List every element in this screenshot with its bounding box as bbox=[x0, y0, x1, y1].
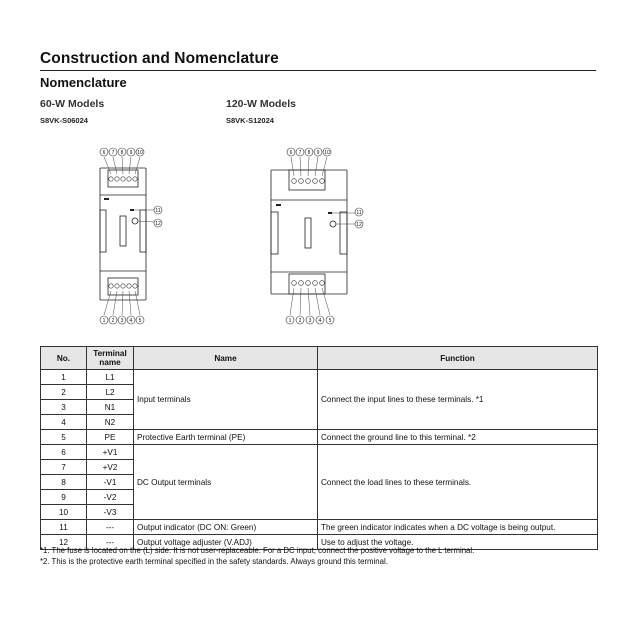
callout-12: 12 bbox=[356, 222, 362, 228]
footnote-1: *1. The fuse is located on the (L) side. It is not user-replaceable. For a DC input, connect the positive voltage to the L terminal. bbox=[40, 546, 475, 555]
row-terminal: -V2 bbox=[87, 490, 134, 505]
callout-10: 10 bbox=[324, 150, 330, 156]
section-title: Nomenclature bbox=[40, 75, 127, 90]
callout-4: 4 bbox=[129, 318, 133, 324]
callout-11: 11 bbox=[155, 208, 161, 214]
model-60w-part: S8VK-S06024 bbox=[40, 116, 88, 125]
row-terminal: +V2 bbox=[87, 460, 134, 475]
header-name: Name bbox=[134, 347, 318, 370]
callout-6: 6 bbox=[289, 150, 293, 156]
side-rail bbox=[340, 212, 347, 254]
model-120w-part: S8VK-S12024 bbox=[226, 116, 274, 125]
callout-10: 10 bbox=[137, 150, 143, 156]
callout-1: 1 bbox=[102, 318, 106, 324]
callout-3: 3 bbox=[308, 318, 312, 324]
table-row bbox=[41, 445, 598, 460]
row-no: 7 bbox=[41, 460, 87, 475]
row-terminal: +V1 bbox=[87, 445, 134, 460]
voltage-adjuster bbox=[132, 218, 138, 224]
row-no: 6 bbox=[41, 445, 87, 460]
front-window bbox=[120, 216, 126, 246]
voltage-adjuster bbox=[330, 221, 336, 227]
row-no: 9 bbox=[41, 490, 87, 505]
row-no: 4 bbox=[41, 415, 87, 430]
side-rail bbox=[271, 212, 278, 254]
group-name-indicator: Output indicator (DC ON: Green) bbox=[134, 520, 318, 535]
callout-7: 7 bbox=[298, 150, 302, 156]
row-terminal: -V1 bbox=[87, 475, 134, 490]
footnote-2: *2. This is the protective earth terminal specified in the safety standards. Always ground this terminal. bbox=[40, 557, 388, 566]
group-name-dc: DC Output terminals bbox=[134, 445, 318, 520]
callout-5: 5 bbox=[328, 318, 332, 324]
model-60w-label: 60-W Models bbox=[40, 98, 105, 110]
callout-2: 2 bbox=[298, 318, 302, 324]
unit-body bbox=[100, 168, 146, 300]
callout-3: 3 bbox=[120, 318, 124, 324]
page-title: Construction and Nomenclature bbox=[40, 50, 279, 67]
indicator-led bbox=[328, 212, 332, 214]
model-120w-label: 120-W Models bbox=[226, 98, 297, 110]
callout-2: 2 bbox=[111, 318, 115, 324]
header-no: No. bbox=[41, 347, 87, 370]
table-row bbox=[41, 430, 598, 445]
callout-1: 1 bbox=[288, 318, 292, 324]
front-window bbox=[305, 218, 311, 248]
callout-4: 4 bbox=[318, 318, 322, 324]
header-terminal: Terminal name bbox=[87, 347, 134, 370]
callout-8: 8 bbox=[120, 150, 124, 156]
row-terminal: N2 bbox=[87, 415, 134, 430]
logo-mark bbox=[104, 198, 109, 200]
row-no: 1 bbox=[41, 370, 87, 385]
side-rail bbox=[140, 210, 146, 252]
row-terminal: N1 bbox=[87, 400, 134, 415]
row-no: 2 bbox=[41, 385, 87, 400]
group-function-adjuster: Use to adjust the voltage. bbox=[318, 535, 598, 550]
callout-11: 11 bbox=[356, 210, 362, 216]
row-terminal: PE bbox=[87, 430, 134, 445]
group-function-input: Connect the input lines to these terminals. *1 bbox=[318, 370, 598, 430]
row-terminal: L1 bbox=[87, 370, 134, 385]
table-row bbox=[41, 520, 598, 535]
nomenclature-table bbox=[40, 346, 598, 550]
group-function-indicator: The green indicator indicates when a DC voltage is being output. bbox=[318, 520, 598, 535]
row-no: 11 bbox=[41, 520, 87, 535]
callout-9: 9 bbox=[129, 150, 133, 156]
group-name-input: Input terminals bbox=[134, 370, 318, 430]
side-rail bbox=[100, 210, 106, 252]
row-no: 12 bbox=[41, 535, 87, 550]
group-name-adjuster: Output voltage adjuster (V.ADJ) bbox=[134, 535, 318, 550]
logo-mark bbox=[276, 204, 281, 206]
row-terminal: L2 bbox=[87, 385, 134, 400]
group-name-pe: Protective Earth terminal (PE) bbox=[134, 430, 318, 445]
callout-5: 5 bbox=[138, 318, 142, 324]
row-no: 10 bbox=[41, 505, 87, 520]
title-rule bbox=[40, 70, 596, 71]
callout-6: 6 bbox=[102, 150, 106, 156]
header-function: Function bbox=[318, 347, 598, 370]
callout-9: 9 bbox=[316, 150, 320, 156]
diagram-120w bbox=[265, 140, 375, 330]
row-no: 8 bbox=[41, 475, 87, 490]
callout-8: 8 bbox=[307, 150, 311, 156]
table-header-row bbox=[41, 347, 598, 370]
callout-12: 12 bbox=[155, 221, 161, 227]
row-terminal: -V3 bbox=[87, 505, 134, 520]
row-terminal: --- bbox=[87, 535, 134, 550]
row-terminal: --- bbox=[87, 520, 134, 535]
callout-7: 7 bbox=[111, 150, 115, 156]
unit-body bbox=[271, 170, 347, 294]
group-function-dc: Connect the load lines to these terminals. bbox=[318, 445, 598, 520]
table-row bbox=[41, 370, 598, 385]
row-no: 3 bbox=[41, 400, 87, 415]
row-no: 5 bbox=[41, 430, 87, 445]
diagram-60w bbox=[92, 140, 172, 330]
indicator-led bbox=[130, 209, 134, 211]
group-function-pe: Connect the ground line to this terminal. *2 bbox=[318, 430, 598, 445]
